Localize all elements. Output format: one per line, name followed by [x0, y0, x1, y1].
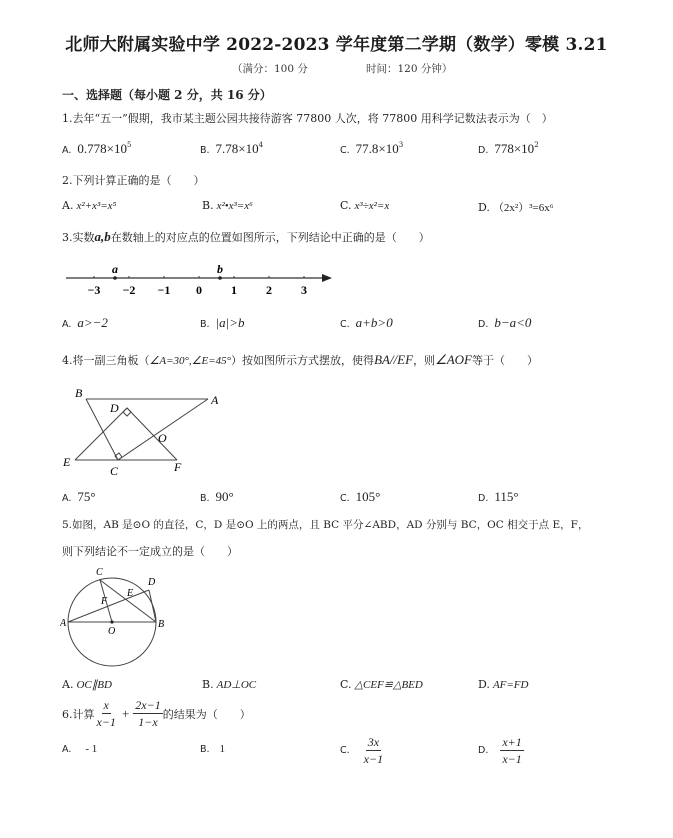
number-line-tick-label: 3: [301, 283, 307, 297]
triangle-set-figure: [60, 382, 230, 478]
segment-ed: [75, 408, 127, 460]
label-f: F: [174, 460, 182, 474]
q3-option-a[interactable]: A. a>−2: [62, 315, 108, 330]
label-b: B: [75, 386, 83, 400]
q1-option-d[interactable]: D. $778\times 10^2$: [478, 141, 539, 156]
number-line-figure: [62, 262, 342, 298]
label-f: F: [101, 596, 108, 607]
q6-option-a[interactable]: A. - 1: [62, 743, 98, 755]
label-o: O: [158, 431, 167, 445]
q3-option-c[interactable]: C. a+b>0: [340, 315, 393, 330]
label-e: E: [63, 455, 71, 469]
question-5-stem-line2: 则下列结论不一定成立的是（ ）: [62, 545, 238, 558]
number-line-arrow: [322, 274, 332, 282]
exam-time: 时间：120 分钟）: [366, 63, 453, 75]
q2-option-c[interactable]: C. x³÷x²=x: [340, 199, 390, 212]
question-1-stem: 1.去年“五一”假期，我市某主题公园共接待游客 77800 人次，将 77800 用科学记数法表示为（ ）: [62, 112, 553, 125]
segment-ad: [68, 590, 149, 622]
q4-option-a[interactable]: A. 75°: [62, 489, 96, 504]
q2-option-a[interactable]: A. x²+x³=x⁵: [62, 199, 117, 212]
q1-option-a[interactable]: A. $0.778\times 10^5$: [62, 141, 132, 156]
number-line-tick-label: −1: [157, 283, 171, 297]
q3-option-b[interactable]: B. |a|>b: [200, 315, 245, 330]
q5-option-b[interactable]: B. AD⊥OC: [202, 678, 257, 691]
number-line-tick-label: 0: [196, 283, 202, 297]
q4-option-d[interactable]: D. 115°: [478, 489, 519, 504]
center-point: [110, 620, 113, 623]
q2-option-d[interactable]: D. （2x²）³=6x⁶: [478, 201, 554, 214]
right-angle-mark-d: [123, 408, 131, 416]
q5-option-c[interactable]: C. △CEF≌△BED: [340, 678, 423, 691]
number-line-point-b: [218, 276, 222, 280]
label-c: C: [96, 567, 103, 578]
number-line-point-label: b: [217, 262, 223, 276]
q3-option-d[interactable]: D. b−a<0: [478, 315, 532, 330]
number-line-tick-label: 2: [266, 283, 272, 297]
number-line-point-label: a: [112, 262, 118, 276]
label-a: A: [211, 393, 219, 407]
number-line-tick-label: −2: [122, 283, 136, 297]
label-d: D: [110, 401, 119, 415]
fraction-1: $\frac{x}{x-1}$: [96, 698, 116, 729]
exam-title: 北师大附属实验中学 2022-2023 学年度第二学期（数学）零模 3.21: [65, 35, 608, 55]
label-o: O: [108, 626, 116, 637]
fraction-2: $\frac{2x-1}{1-x}$: [135, 698, 161, 729]
number-line-tick-label: 1: [231, 283, 237, 297]
question-4-stem: 4.将一副三角板（∠A=30°,∠E=45°）按如图所示方式摆放，使得BA//EF，则∠AOF等于（ ）: [62, 352, 538, 367]
q5-option-d[interactable]: D. AF=FD: [478, 678, 529, 691]
question-3-stem: 3.实数a,b在数轴上的对应点的位置如图所示，下列结论中正确的是（ ）: [62, 229, 430, 244]
number-line-point-a: [113, 276, 117, 280]
section-heading: 一、选择题（每小题 2 分，共 16 分）: [62, 88, 272, 102]
q5-option-a[interactable]: A. OC∥BD: [62, 678, 112, 691]
question-2-stem: 2.下列计算正确的是（ ）: [62, 174, 205, 187]
label-a: A: [60, 618, 67, 629]
q4-option-c[interactable]: C. 105°: [340, 489, 381, 504]
label-e: E: [127, 588, 134, 599]
q1-option-b[interactable]: B. $7.78\times 10^4$: [200, 141, 264, 156]
full-score: （满分：100 分: [232, 63, 308, 75]
q2-option-b[interactable]: B. x²•x³=x⁶: [202, 199, 253, 212]
question-5-stem-line1: 5.如图，AB 是⊙O 的直径，C，D 是⊙O 上的两点，且 BC 平分∠ABD，AD 分别与 BC，OC 相交于点 E，F，: [62, 519, 589, 531]
label-b: B: [158, 619, 165, 630]
q6-option-d[interactable]: D. $\frac{x+1}{x-1}$: [478, 735, 522, 766]
label-d: D: [148, 577, 156, 588]
circle-figure: [60, 560, 180, 672]
q6-option-c[interactable]: C. $\frac{3x}{x-1}$: [340, 735, 384, 766]
label-c: C: [110, 464, 119, 478]
q6-option-b[interactable]: B. 1: [200, 743, 226, 755]
number-line-tick-label: −3: [87, 283, 101, 297]
segment-ac: [118, 399, 208, 460]
question-6-stem: 6.计算 $\frac{x}{x-1}$ + $\frac{2x-1}{1-x}$ 的结果为（ ）: [62, 698, 251, 729]
q1-option-c[interactable]: C. $77.8\times 10^3$: [340, 141, 404, 156]
q4-option-b[interactable]: B. 90°: [200, 489, 234, 504]
segment-df: [127, 408, 177, 460]
